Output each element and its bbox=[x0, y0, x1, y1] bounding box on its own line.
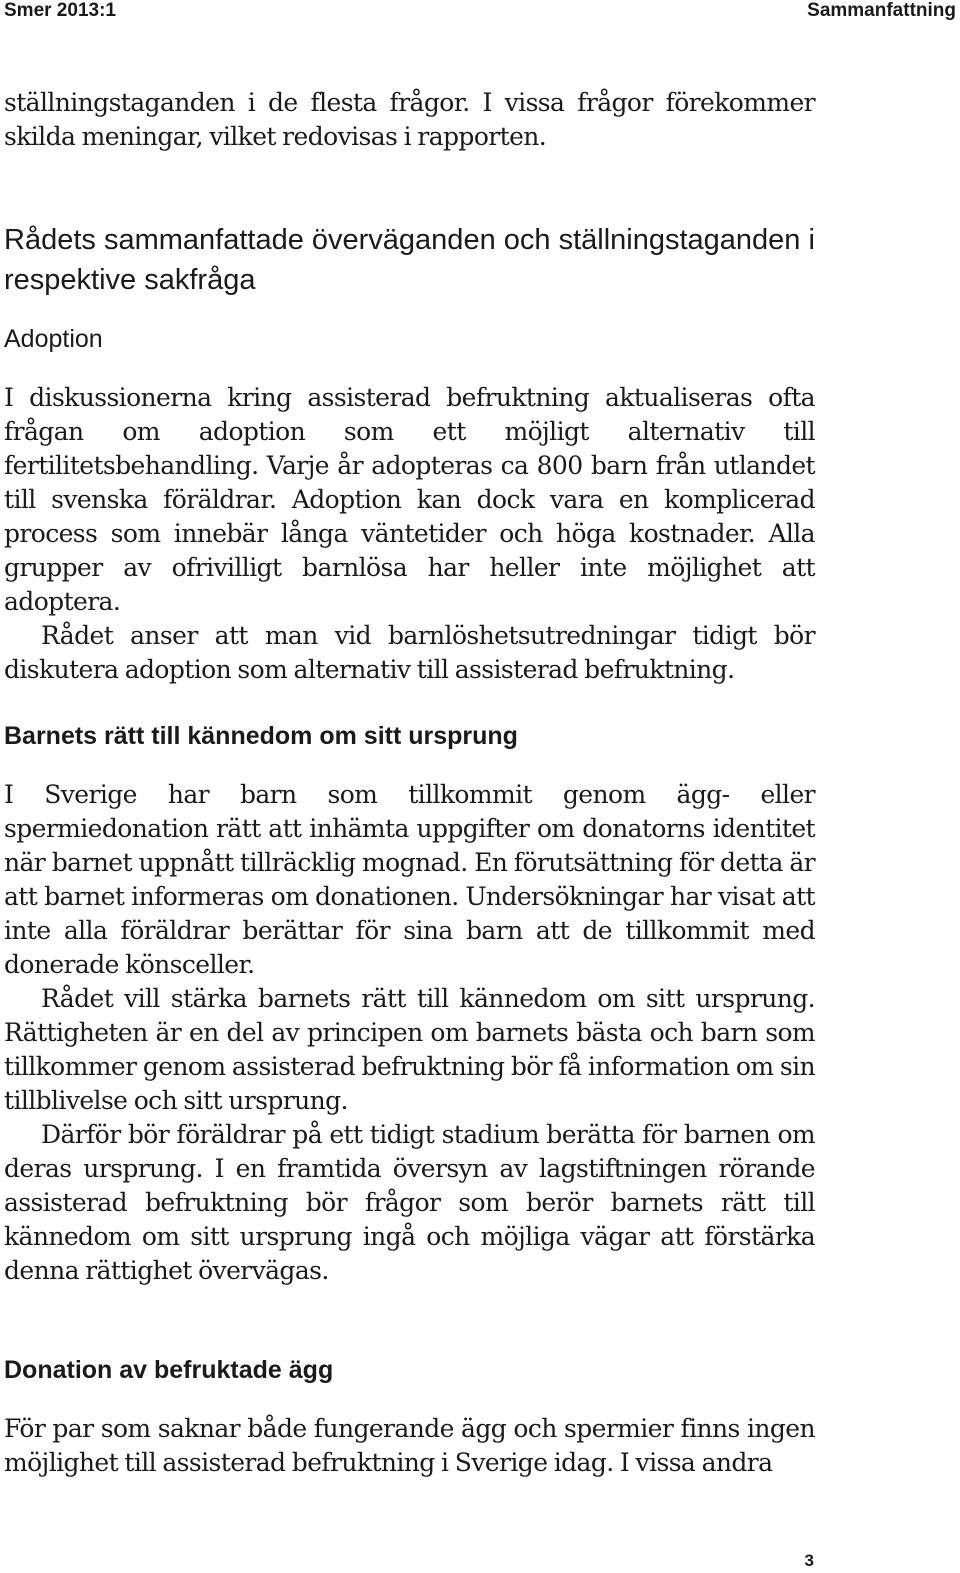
report-id: Smer 2013:1 bbox=[4, 0, 116, 21]
running-header bbox=[4, 0, 956, 26]
paragraph: För par som saknar både fungerande ägg och spermier finns ingen möjlighet till assisterad befruktning i Sverige idag. I vissa andra bbox=[4, 1414, 815, 1477]
section-body-adoption bbox=[4, 381, 815, 687]
paragraph: Därför bör föräldrar på ett tidigt stadium berätta för barnen om deras ursprung. I en framtida översyn av lagstiftningen rörande assisterad befruktning bör frågor som berör barnets rätt till kännedom om sitt ursprung ingå och möjliga vägar att förstärka denna rättighet övervägas. bbox=[4, 1120, 815, 1285]
page-number: 3 bbox=[804, 1551, 814, 1570]
paragraph: I Sverige har barn som tillkommit genom ägg- eller spermiedonation rätt att inhämta uppgifter om donatorns identitet när barnet uppnått tillräcklig mognad. En förutsättning för detta är att barnet informeras om donationen. Undersökningar har visat att inte alla föräldrar berättar för sina barn att de tillkommit med donerade könsceller. bbox=[4, 780, 815, 979]
paragraph: Rådet vill stärka barnets rätt till kännedom om sitt ursprung. Rättigheten är en del av principen om barnets bästa och barn som tillkommer genom assisterad befruktning bör få information om sin tillblivelse och sitt ursprung. bbox=[4, 984, 815, 1115]
paragraph: I diskussionerna kring assisterad befruktning aktualiseras ofta frågan om adoption som ett möjligt alternativ till fertilitetsbehandling. Varje år adopteras ca 800 barn från utlandet till svenska föräldrar. Adoption kan dock vara en komplicerad process som innebär långa väntetider och höga kostnader. Alla grupper av ofrivilligt barnlösa har heller inte möjlighet att adoptera. bbox=[4, 383, 815, 616]
chapter-title: Sammanfattning bbox=[807, 0, 956, 21]
section-body-embryo-donation bbox=[4, 1412, 815, 1480]
intro-paragraph: ställningstaganden i de flesta frågor. I vissa frågor förekommer skilda meningar, vilket redovisas i rapporten. bbox=[4, 88, 815, 151]
main-heading: Rådets sammanfattade överväganden och ställningstaganden i respektive sakfråga bbox=[4, 224, 815, 296]
intro-text bbox=[4, 86, 815, 154]
section-heading-adoption: Adoption bbox=[4, 325, 103, 353]
paragraph: Rådet anser att man vid barnlöshetsutredningar tidigt bör diskutera adoption som alternativ till assisterad befruktning. bbox=[4, 621, 815, 684]
section-body-origin bbox=[4, 778, 815, 1288]
section-heading-embryo-donation: Donation av befruktade ägg bbox=[4, 1356, 334, 1384]
section-heading-origin: Barnets rätt till kännedom om sitt ursprung bbox=[4, 722, 518, 750]
